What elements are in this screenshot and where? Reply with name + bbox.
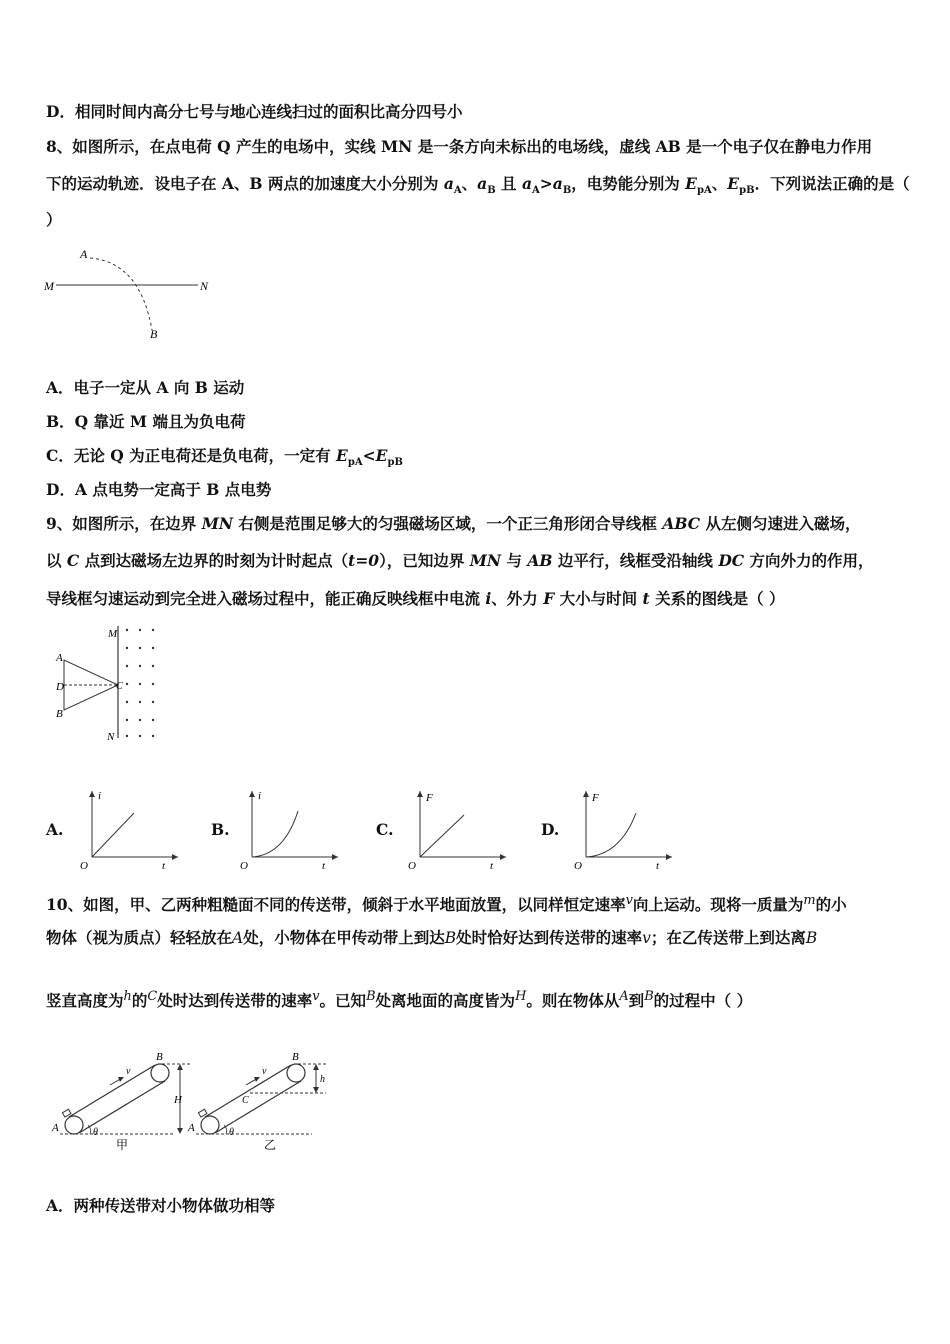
svg-text:v: v bbox=[262, 1066, 267, 1077]
svg-text:O: O bbox=[408, 860, 416, 872]
svg-text:A: A bbox=[188, 1122, 195, 1134]
q9-graph-d bbox=[570, 785, 680, 875]
svg-text:θ: θ bbox=[229, 1127, 234, 1138]
label-b: B bbox=[56, 708, 63, 720]
svg-text:θ: θ bbox=[93, 1127, 98, 1138]
q8-stem-line-1: 8、如图所示，在点电荷 Q 产生的电场中，实线 MN 是一条方向未标出的电场线，虚线 AB 是一个电子仅在静电力作用 bbox=[46, 137, 873, 156]
q10-stem-line-3: 竖直高度为$^h$的$^C$处时达到传送带的速率$^v$。已知$^B$处离地面的高度皆为$^H$。则在物体从$^A$到$^B$的过程中（ ） bbox=[46, 989, 753, 1011]
label-a: A bbox=[80, 247, 88, 261]
svg-text:O: O bbox=[80, 860, 88, 872]
svg-text:i: i bbox=[98, 790, 102, 802]
q8-field-line-figure bbox=[40, 240, 220, 345]
label-c: C bbox=[116, 681, 123, 692]
label-m: M bbox=[108, 628, 118, 640]
q10-stem-line-2: 物体（视为质点）轻轻放在A处，小物体在甲传动带上到达B处时恰好达到传送带的速率v；在乙传送带上到达离B bbox=[46, 928, 818, 947]
q10-conveyor-figure bbox=[50, 1045, 330, 1160]
q7-option-d: D．相同时间内高分七号与地心连线扫过的面积比高分四号小 bbox=[46, 102, 463, 121]
svg-text:O: O bbox=[240, 860, 248, 872]
label-n: N bbox=[107, 731, 115, 743]
svg-text:t: t bbox=[322, 860, 326, 872]
svg-text:C: C bbox=[242, 1095, 249, 1106]
svg-text:t: t bbox=[490, 860, 494, 872]
label-jia: 甲 bbox=[116, 1138, 129, 1152]
svg-text:F: F bbox=[592, 792, 599, 804]
trajectory-ab bbox=[90, 258, 152, 330]
q9-graph-c bbox=[404, 785, 514, 875]
q8-option-c: C．无论 Q 为正电荷还是负电荷，一定有 $E_{pA}<E_{pB}$ bbox=[46, 446, 403, 469]
svg-text:t: t bbox=[162, 860, 166, 872]
label-b: B bbox=[150, 327, 158, 341]
svg-text:F: F bbox=[426, 792, 433, 804]
svg-text:i: i bbox=[258, 790, 262, 802]
q8-stem-line-2: 下的运动轨迹．设电子在 A、B 两点的加速度大小分别为 $a_A$、$a_B$ 且 $a_A>a_B$，电势能分别为 $E_{pA}$、$E_{pB}$．下列说法正确的是（ bbox=[46, 174, 910, 197]
svg-text:B: B bbox=[292, 1051, 299, 1063]
q8-option-b: B．Q 靠近 M 端且为负电荷 bbox=[46, 412, 246, 431]
svg-text:H: H bbox=[174, 1094, 182, 1106]
q9-graph-b bbox=[236, 785, 346, 875]
q9-stem-line-1: 9、如图所示，在边界 MN 右侧是范围足够大的匀强磁场区域，一个正三角形闭合导线框 ABC 从左侧匀速进入磁场， bbox=[46, 514, 861, 533]
graph-line bbox=[420, 815, 464, 857]
svg-text:t: t bbox=[656, 860, 660, 872]
graph-line bbox=[92, 813, 134, 857]
svg-text:O: O bbox=[574, 860, 582, 872]
q8-option-a: A．电子一定从 A 向 B 运动 bbox=[46, 378, 245, 397]
graph-curve bbox=[586, 813, 636, 857]
q9-stem-line-2: 以 C 点到达磁场左边界的时刻为计时起点（t=0），已知边界 MN 与 AB 边平行，线框受沿轴线 DC 方向外力的作用， bbox=[46, 551, 874, 570]
belt-yi bbox=[196, 1064, 326, 1134]
label-a: A bbox=[56, 652, 63, 664]
svg-text:A: A bbox=[52, 1122, 59, 1134]
q9-graph-d-label: D. bbox=[541, 820, 560, 839]
label-n: N bbox=[200, 279, 209, 293]
label-d: D bbox=[56, 681, 64, 693]
field-dots bbox=[126, 629, 154, 737]
q8-option-d: D．A 点电势一定高于 B 点电势 bbox=[46, 480, 272, 499]
q9-stem-line-3: 导线框匀速运动到完全进入磁场过程中，能正确反映线框中电流 i、外力 F 大小与时间 t 关系的图线是（ ） bbox=[46, 589, 785, 608]
svg-text:B: B bbox=[156, 1051, 163, 1063]
belt-jia bbox=[60, 1064, 190, 1134]
label-m: M bbox=[44, 279, 54, 293]
q9-graph-a-label: A. bbox=[46, 820, 64, 839]
q10-option-a: A．两种传送带对小物体做功相等 bbox=[46, 1196, 276, 1215]
svg-text:h: h bbox=[320, 1074, 325, 1085]
q9-graph-a bbox=[76, 785, 186, 875]
svg-text:v: v bbox=[126, 1066, 131, 1077]
q8-stem-line-3: ） bbox=[46, 210, 62, 229]
q9-graph-c-label: C. bbox=[376, 820, 394, 839]
label-yi: 乙 bbox=[264, 1138, 277, 1152]
q9-magnetic-field-figure bbox=[50, 620, 170, 745]
q9-graph-b-label: B. bbox=[211, 820, 230, 839]
q10-stem-line-1: 10、如图，甲、乙两种粗糙面不同的传送带，倾斜于水平地面放置，以同样恒定速率$^v$向上运动。现将一质量为$^m$的小 bbox=[46, 893, 847, 915]
graph-curve bbox=[252, 811, 298, 857]
